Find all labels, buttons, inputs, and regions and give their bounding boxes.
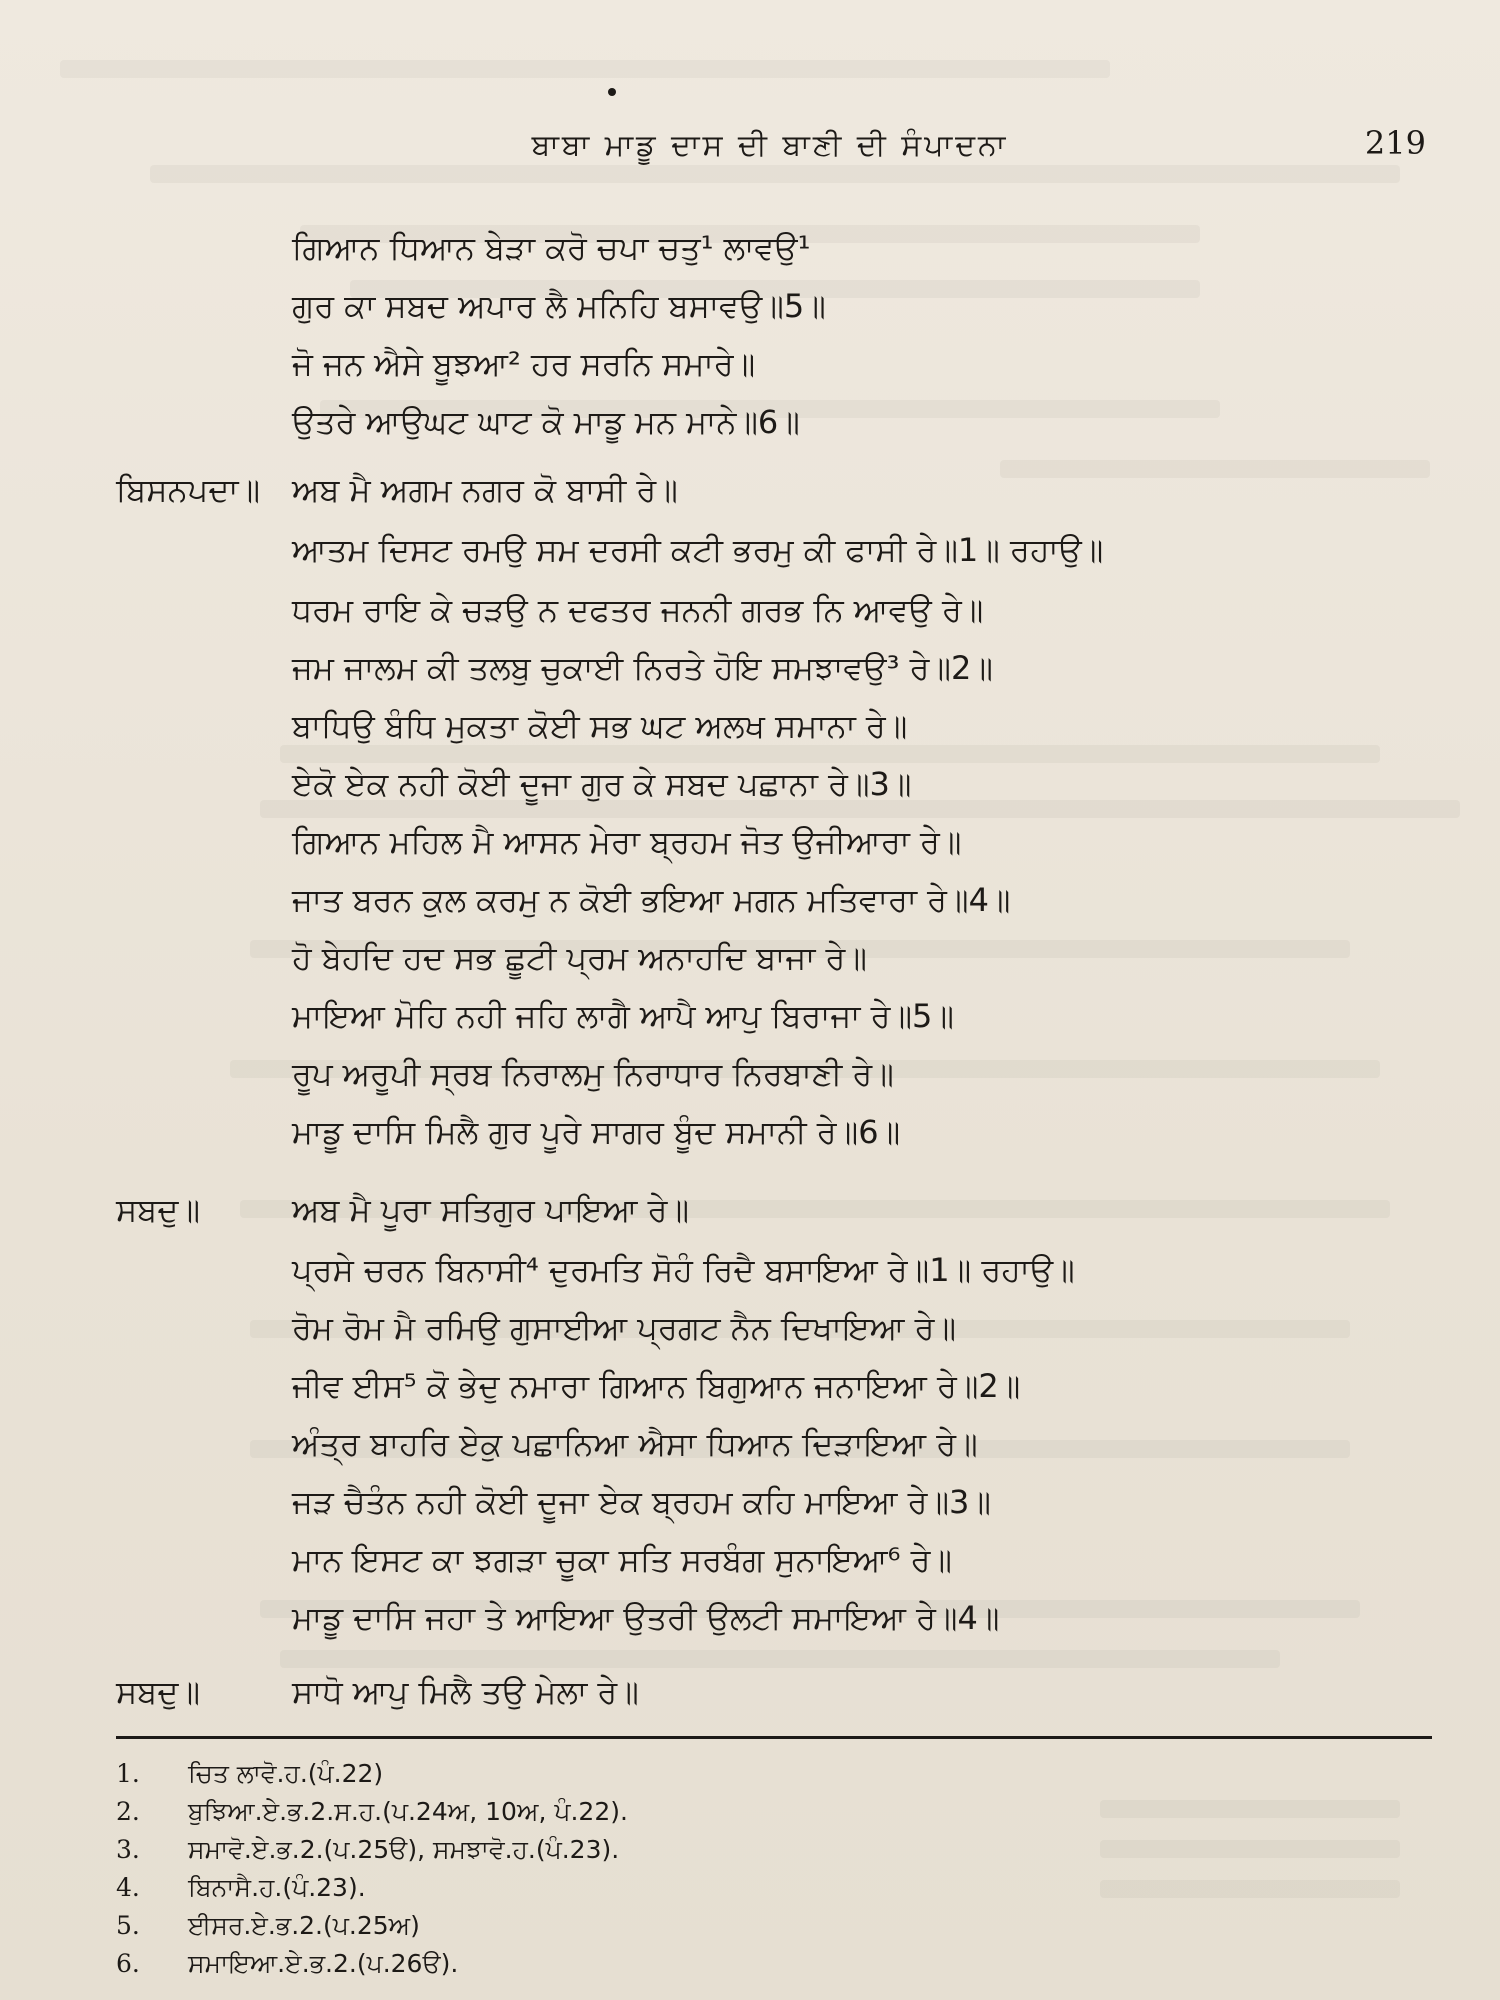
footnote [116,1910,420,1942]
running-head: ਬਾਬਾ ਮਾਡੂ ਦਾਸ ਦੀ ਬਾਣੀ ਦੀ ਸੰਪਾਦਨਾ [531,128,1009,163]
section-label-sabad: ਸਬਦੁ॥ [116,1191,201,1229]
verse-line: ਆਤਮ ਦਿਸਟ ਰਮਉ ਸਮ ਦਰਸੀ ਕਟੀ ਭਰਮੁ ਕੀ ਫਾਸੀ ਰੇ॥1॥ ਰਹਾਉ॥ [292,531,1104,569]
footnote-text: ਬਿਨਾਸੈ.ਹ.(ਪੰ.23). [188,1873,366,1902]
footnote-text: ਸਮਾਵੋ.ਏ.ਭ.2.(ਪ.25ੳ), ਸਮਝਾਵੋ.ਹ.(ਪੰ.23). [188,1835,620,1864]
verse-line: ਗੁਰ ਕਾ ਸਬਦ ਅਪਾਰ ਲੈ ਮਨਿਹਿ ਬਸਾਵਉ॥5॥ [292,287,826,325]
verse-line: ਰੋਮ ਰੋਮ ਮੈ ਰਮਿਉ ਗੁਸਾਈਆ ਪ੍ਰਗਟ ਨੈਨ ਦਿਖਾਇਆ ਰੇ॥ [292,1309,957,1347]
verse-line: ਮਾਇਆ ਮੋਹਿ ਨਹੀ ਜਹਿ ਲਾਗੈ ਆਪੈ ਆਪੁ ਬਿਰਾਜਾ ਰੇ॥5॥ [292,997,954,1035]
verse-line: ਜੀਵ ਈਸ⁵ ਕੋ ਭੇਦੁ ਨਮਾਰਾ ਗਿਆਨ ਬਿਗੁਆਨ ਜਨਾਇਆ ਰੇ॥2॥ [292,1367,1021,1405]
verse-line: ਪ੍ਰਸੇ ਚਰਨ ਬਿਨਾਸੀ⁴ ਦੁਰਮਤਿ ਸੋਹੰ ਰਿਦੈ ਬਸਾਇਆ ਰੇ॥1॥ ਰਹਾਉ॥ [292,1251,1075,1289]
footnote-text: ਸਮਾਇਆ.ਏ.ਭ.2.(ਪ.26ੳ). [188,1949,459,1978]
verse-line: ਸਾਧੋ ਆਪੁ ਮਿਲੈ ਤਉ ਮੇਲਾ ਰੇ॥ [292,1673,639,1711]
verse-line: ਮਾਨ ਇਸਟ ਕਾ ਝਗੜਾ ਚੂਕਾ ਸਤਿ ਸਰਬੰਗ ਸੁਨਾਇਆ⁶ ਰੇ॥ [292,1541,952,1579]
footnote [116,1872,366,1904]
verse-line: ਅਬ ਮੈ ਪੂਰਾ ਸਤਿਗੁਰ ਪਾਇਆ ਰੇ॥ [292,1191,690,1229]
footnote-divider [116,1736,1432,1739]
verse-line: ਜੜ ਚੈਤੰਨ ਨਹੀ ਕੋਈ ਦੂਜਾ ਏਕ ਬ੍ਰਹਮ ਕਹਿ ਮਾਇਆ ਰੇ॥3॥ [292,1483,991,1521]
page-number: 219 [1364,124,1426,162]
footnote-number: 5. [116,1911,140,1940]
verse-line: ਮਾਡੂ ਦਾਸਿ ਮਿਲੈ ਗੁਰ ਪੂਰੇ ਸਾਗਰ ਬੂੰਦ ਸਮਾਨੀ ਰੇ॥6॥ [292,1113,901,1151]
footnote-number: 1. [116,1759,140,1788]
verse-line: ਅੰਤ੍ਰ ਬਾਹਰਿ ਏਕੁ ਪਛਾਨਿਆ ਐਸਾ ਧਿਆਨ ਦਿੜਾਇਆ ਰੇ॥ [292,1425,978,1463]
verse-line: ਜੋ ਜਨ ਐਸੇ ਬੂਝਆ² ਹਰ ਸਰਨਿ ਸਮਾਰੇ॥ [292,345,756,383]
verse-line: ਹੋ ਬੇਹਦਿ ਹਦ ਸਭ ਛੂਟੀ ਪ੍ਰਮ ਅਨਾਹਦਿ ਬਾਜਾ ਰੇ॥ [292,939,867,977]
verse-line: ਬਾਧਿਉ ਬੰਧਿ ਮੁਕਤਾ ਕੋਈ ਸਭ ਘਟ ਅਲਖ ਸਮਾਨਾ ਰੇ॥ [292,707,908,745]
verse-line: ਗਿਆਨ ਮਹਿਲ ਮੈ ਆਸਨ ਮੇਰਾ ਬ੍ਰਹਮ ਜੋਤ ਉਜੀਆਰਾ ਰੇ॥ [292,823,962,861]
footnote-number: 3. [116,1835,140,1864]
footnote-text: ਚਿਤ ਲਾਵੋ.ਹ.(ਪੰ.22) [188,1759,384,1788]
verse-line: ਜਮ ਜਾਲਮ ਕੀ ਤਲਬੁ ਚੁਕਾਈ ਨਿਰਤੇ ਹੋਇ ਸਮਝਾਵਉ³ ਰੇ॥2॥ [292,649,993,687]
footnote-number: 2. [116,1797,140,1826]
verse-line: ਅਬ ਮੈ ਅਗਮ ਨਗਰ ਕੋ ਬਾਸੀ ਰੇ॥ [292,471,678,509]
footnote [116,1948,458,1980]
verse-line: ਧਰਮ ਰਾਇ ਕੇ ਚੜਉ ਨ ਦਫਤਰ ਜਨਨੀ ਗਰਭ ਨਿ ਆਵਉ ਰੇ॥ [292,591,984,629]
ink-dot [608,88,616,96]
footnote [116,1758,383,1790]
verse-line: ਉਤਰੇ ਆਉਘਟ ਘਾਟ ਕੋ ਮਾਡੂ ਮਨ ਮਾਨੇ॥6॥ [292,403,800,441]
footnote [116,1796,628,1828]
footnote [116,1834,619,1866]
section-label-bisanpada: ਬਿਸਨਪਦਾ॥ [116,471,261,509]
footnote-number: 6. [116,1949,140,1978]
verse-line: ਏਕੋ ਏਕ ਨਹੀ ਕੋਈ ਦੂਜਾ ਗੁਰ ਕੇ ਸਬਦ ਪਛਾਨਾ ਰੇ॥3॥ [292,765,912,803]
verse-line: ਰੂਪ ਅਰੂਪੀ ਸ੍ਰਬ ਨਿਰਾਲਮੁ ਨਿਰਾਧਾਰ ਨਿਰਬਾਣੀ ਰੇ॥ [292,1055,894,1093]
verse-line: ਜਾਤ ਬਰਨ ਕੁਲ ਕਰਮੁ ਨ ਕੋਈ ਭਇਆ ਮਗਨ ਮਤਿਵਾਰਾ ਰੇ॥4॥ [292,881,1011,919]
verse-line: ਗਿਆਨ ਧਿਆਨ ਬੇੜਾ ਕਰੋ ਚਪਾ ਚਤੁ¹ ਲਾਵਉ¹ [292,229,811,267]
footnote-text: ਬੁਝਿਆ.ਏ.ਭ.2.ਸ.ਹ.(ਪ.24ਅ, 10ਅ, ਪੰ.22). [188,1797,628,1826]
footnote-number: 4. [116,1873,140,1902]
section-label-sabad: ਸਬਦੁ॥ [116,1673,201,1711]
verse-line: ਮਾਡੂ ਦਾਸਿ ਜਹਾ ਤੇ ਆਇਆ ਉਤਰੀ ਉਲਟੀ ਸਮਾਇਆ ਰੇ॥4॥ [292,1599,1000,1637]
footnote-text: ਈਸਰ.ਏ.ਭ.2.(ਪ.25ਅ) [188,1911,420,1940]
